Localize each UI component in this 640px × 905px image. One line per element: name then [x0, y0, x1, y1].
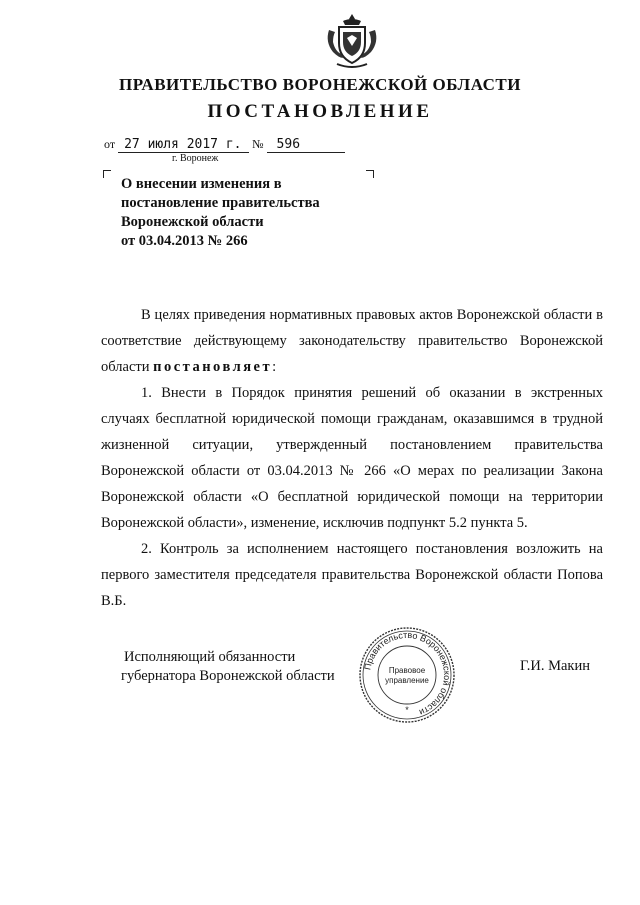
document-subject [121, 175, 320, 251]
signatory-name: Г.И. Макин [520, 658, 590, 674]
document-date: 27 июля 2017 г. [118, 137, 249, 153]
signatory-position [121, 648, 335, 686]
date-number-line [104, 137, 345, 153]
clause-2-paragraph: 2. Контроль за исполнением настоящего постановления возложить на первого заместителя председателя правительства Воронежской области Попова В.Б. [101, 541, 603, 609]
preamble-text: В целях приведения нормативных правовых актов Воронежской области в соответствие действующему законодательству правительство Воронежской области [101, 307, 603, 375]
stamp-center-line-1: Правовое [388, 666, 426, 675]
document-body [101, 302, 603, 614]
preamble-end: : [272, 359, 277, 375]
clause-1-paragraph: 1. Внести в Порядок принятия решений об оказании в экстренных случаях бесплатной юридической помощи гражданам, оказавшимся в трудной жизненной ситуации, утвержденный постановлением правительства Воронежской области от 03.04.2013 № 266 «О мерах по реализации Закона Воронежской области «О бесплатной юридической помощи на территории Воронежской области», изменение, исключив подпункт 5.2 пункта 5. [101, 385, 603, 531]
subject-line: постановление правительства [121, 195, 320, 211]
subject-line: Воронежской области [121, 214, 264, 230]
position-line-2: губернатора Воронежской области [121, 668, 335, 684]
preamble-paragraph [101, 302, 603, 380]
official-stamp [357, 625, 457, 725]
number-label: № [252, 137, 264, 151]
organization-title: ПРАВИТЕЛЬСТВО ВОРОНЕЖСКОЙ ОБЛАСТИ [118, 75, 521, 94]
stamp-center-line-2: управление [385, 676, 429, 685]
coat-of-arms-icon [325, 12, 379, 70]
subject-line: от 03.04.2013 № 266 [121, 233, 248, 249]
document-number: 596 [267, 137, 345, 153]
document-type-title: ПОСТАНОВЛЕНИЕ [207, 101, 433, 122]
date-from-label: от [104, 137, 116, 151]
subject-corner-left [103, 170, 111, 178]
city-label: г. Воронеж [172, 153, 219, 164]
stamp-ring-text: Правительство Воронежской области [362, 629, 453, 718]
subject-line: О внесении изменения в [121, 176, 282, 192]
position-line-1: Исполняющий обязанности [124, 649, 296, 665]
stamp-star: * [405, 705, 409, 715]
resolves-keyword: постановляет [153, 359, 273, 375]
subject-corner-right [366, 170, 374, 178]
